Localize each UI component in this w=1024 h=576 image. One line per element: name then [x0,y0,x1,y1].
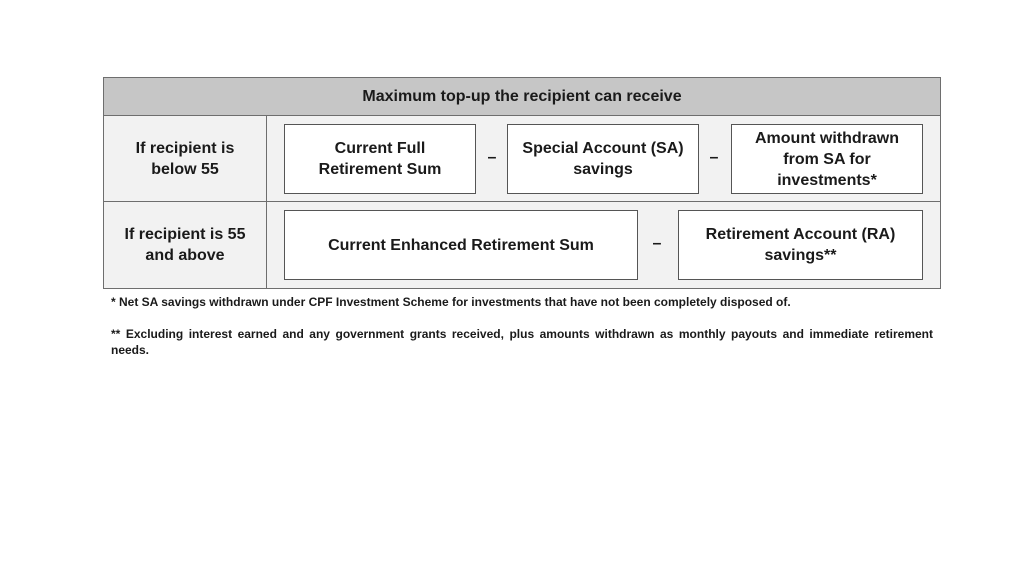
row-label-below-55: If recipient is below 55 [104,116,267,201]
top-up-table [103,77,941,289]
minus-operator: – [709,149,719,166]
table-row-below-55 [104,116,940,202]
term-amount-withdrawn-from-sa: Amount withdrawn from SA for investments* [731,124,923,194]
minus-operator: – [487,149,497,166]
footnote-double-asterisk: ** Excluding interest earned and any government grants received, plus amounts withdrawn as monthly payouts and immediate retirement needs. [111,327,933,357]
row-label-55-and-above: If recipient is 55 and above [104,202,267,288]
term-special-account-savings: Special Account (SA) savings [507,124,699,194]
minus-operator: – [652,235,662,252]
table-header: Maximum top-up the recipient can receive [104,78,940,116]
table-row-55-and-above [104,202,940,288]
term-current-full-retirement-sum: Current Full Retirement Sum [284,124,476,194]
term-current-enhanced-retirement-sum: Current Enhanced Retirement Sum [284,210,638,280]
term-retirement-account-savings: Retirement Account (RA) savings** [678,210,923,280]
footnote-single-asterisk: * Net SA savings withdrawn under CPF Investment Scheme for investments that have not been completely disposed of. [111,295,791,309]
